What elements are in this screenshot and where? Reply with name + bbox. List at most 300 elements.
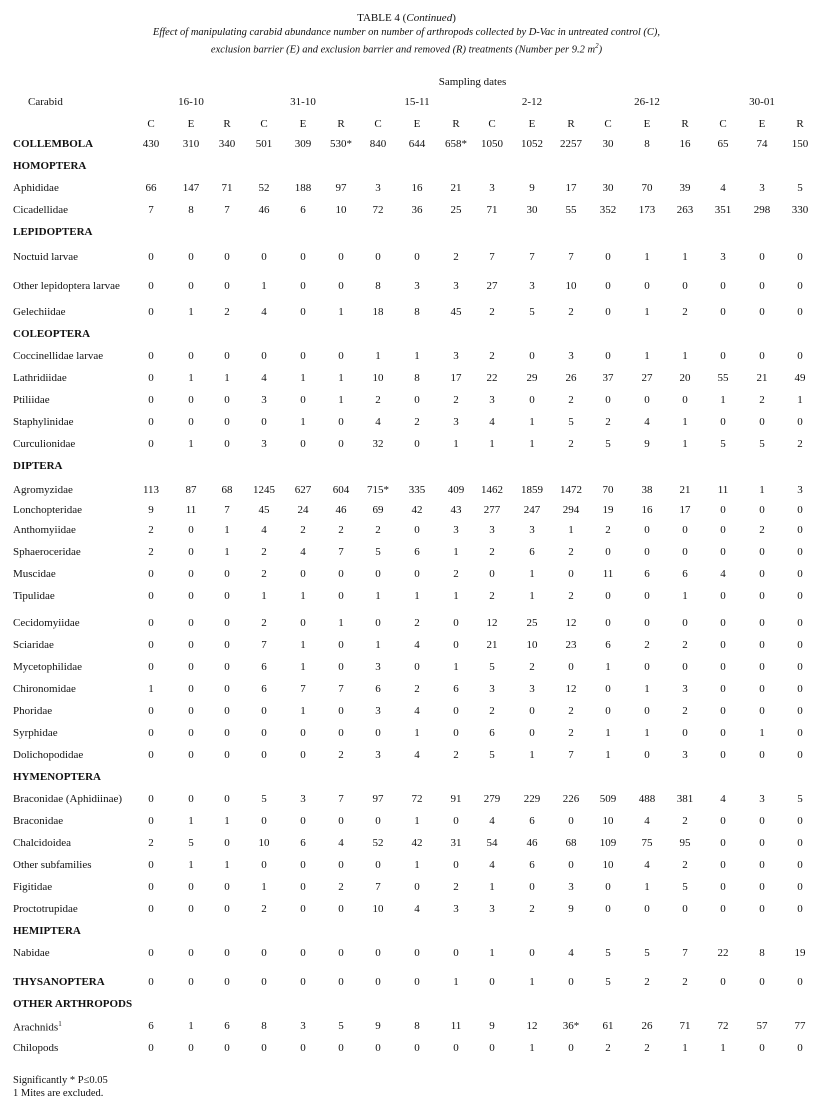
table-row [0,251,813,267]
section-heading: LEPIDOPTERA [13,226,93,238]
table-cell: 0 [797,280,803,292]
table-row [0,815,813,831]
table-cell: 1 [568,524,574,536]
table-cell: 352 [599,204,617,216]
table-cell: 0 [300,617,306,629]
table-cell: 1 [529,749,535,761]
table-cell: 0 [797,1042,803,1054]
table-title [0,11,813,25]
table-cell: 0 [300,881,306,893]
table-cell: 0 [797,350,803,362]
table-cell: 4 [489,416,495,428]
table-cell: 1 [188,815,194,827]
table-cell: 2 [338,881,344,893]
table-cell: 0 [682,394,688,406]
table-cell: 0 [644,280,650,292]
table-cell: 0 [224,881,230,893]
table-cell: 0 [188,280,194,292]
table-row [0,881,813,897]
table-cell: 658* [445,138,467,150]
table-cell: 72 [717,1020,729,1032]
table-cell: 0 [453,617,459,629]
table-cell: 26 [641,1020,653,1032]
table-cell: 1 [414,350,420,362]
table-cell: 2 [682,705,688,717]
table-row [0,546,813,562]
treatment-header: C [719,118,727,130]
table-cell: 1 [453,590,459,602]
table-cell: 0 [759,859,765,871]
table-cell: 0 [261,1042,267,1054]
table-cell: 501 [255,138,273,150]
table-cell: 0 [261,416,267,428]
table-cell: 109 [599,837,617,849]
table-cell: 5 [568,416,574,428]
table-cell: 0 [148,438,154,450]
table-cell: 2 [453,394,459,406]
table-cell: 27 [641,372,653,384]
table-cell: 0 [720,683,726,695]
table-cell: 2 [605,1042,611,1054]
table-cell: 2 [568,306,574,318]
table-cell: 3 [797,484,803,496]
table-cell: 3 [453,350,459,362]
table-cell: 1 [682,416,688,428]
table-cell: 0 [188,546,194,558]
table-cell: 1 [224,372,230,384]
table-cell: 0 [148,976,154,988]
table-cell: 4 [414,639,420,651]
table-cell: 2 [453,749,459,761]
table-cell: 8 [261,1020,267,1032]
table-cell: 2 [300,524,306,536]
row-label: COLLEMBOLA [13,138,94,150]
table-cell: 42 [411,504,423,516]
table-cell: 6 [529,546,535,558]
table-cell: 0 [453,859,459,871]
table-cell: 2 [605,416,611,428]
row-label: Braconidae [13,815,64,827]
table-cell: 1 [529,1042,535,1054]
table-cell: 0 [759,815,765,827]
table-cell: 46 [335,504,347,516]
table-cell: 0 [453,727,459,739]
table-cell: 0 [300,976,306,988]
table-cell: 97 [335,182,347,194]
table-cell: 0 [148,727,154,739]
table-cell: 49 [794,372,806,384]
caption-end: ) [598,44,603,55]
table-cell: 1 [338,394,344,406]
table-cell: 8 [375,280,381,292]
table-cell: 0 [261,251,267,263]
treatment-header: R [223,118,231,130]
table-cell: 0 [375,859,381,871]
sampling-dates-label: Sampling dates [438,76,507,88]
table-cell: 5 [338,1020,344,1032]
footnote-significance: Significantly * P≤0.05 [13,1075,108,1086]
table-row [0,1042,813,1058]
table-cell: 0 [148,793,154,805]
table-cell: 1 [300,590,306,602]
table-cell: 0 [300,727,306,739]
table-cell: 0 [759,568,765,580]
table-cell: 0 [188,793,194,805]
table-cell: 6 [148,1020,154,1032]
table-cell: 1 [720,394,726,406]
table-cell: 0 [148,568,154,580]
table-cell: 57 [756,1020,768,1032]
table-cell: 9 [148,504,154,516]
table-cell: 0 [148,705,154,717]
table-cell: 0 [797,639,803,651]
table-cell: 1 [188,306,194,318]
table-cell: 1 [453,976,459,988]
table-cell: 0 [797,815,803,827]
table-cell: 0 [148,251,154,263]
table-cell: 0 [568,568,574,580]
table-cell: 381 [676,793,694,805]
table-cell: 0 [568,1042,574,1054]
table-cell: 0 [489,1042,495,1054]
table-cell: 11 [450,1020,462,1032]
table-cell: 1 [682,1042,688,1054]
table-cell: 277 [483,504,501,516]
table-cell: 0 [605,280,611,292]
table-cell: 0 [644,546,650,558]
section-heading: HEMIPTERA [13,925,81,937]
table-cell: 68 [565,837,577,849]
table-cell: 5 [605,947,611,959]
table-cell: 71 [486,204,498,216]
table-cell: 65 [717,138,729,150]
treatment-header: E [758,118,766,130]
table-cell: 0 [759,881,765,893]
table-cell: 0 [300,815,306,827]
table-cell: 1 [261,280,267,292]
table-cell: 0 [224,661,230,673]
table-cell: 3 [568,350,574,362]
footnote-mites: 1 Mites are excluded. [13,1088,104,1099]
table-cell: 0 [529,705,535,717]
table-cell: 2 [414,617,420,629]
table-cell: 0 [797,837,803,849]
table-cell: 2 [489,546,495,558]
table-cell: 9 [375,1020,381,1032]
table-cell: 0 [188,947,194,959]
table-row [0,837,813,853]
table-cell: 0 [414,394,420,406]
table-cell: 6 [682,568,688,580]
section-heading: OTHER ARTHROPODS [13,998,133,1010]
table-cell: 5 [529,306,535,318]
table-cell: 2 [644,639,650,651]
table-cell: 2 [568,705,574,717]
table-cell: 32 [372,438,384,450]
table-cell: 0 [224,394,230,406]
table-cell: 3 [375,749,381,761]
table-cell: 0 [188,568,194,580]
table-cell: 1 [453,546,459,558]
table-cell: 7 [338,546,344,558]
table-cell: 9 [529,182,535,194]
table-cell: 1462 [481,484,503,496]
row-label: Mycetophilidae [13,661,83,673]
table-cell: 0 [797,251,803,263]
table-cell: 0 [682,280,688,292]
row-label: Syrphidae [13,727,58,739]
table-cell: 0 [605,617,611,629]
table-cell: 7 [568,749,574,761]
table-cell: 17 [450,372,462,384]
table-cell: 72 [411,793,423,805]
table-cell: 1 [529,438,535,450]
title-text: TABLE 4 ( [357,12,407,24]
table-cell: 0 [797,705,803,717]
table-cell: 52 [372,837,384,849]
table-cell: 1 [338,372,344,384]
table-cell: 0 [453,815,459,827]
table-cell: 1 [224,815,230,827]
table-cell: 12 [486,617,498,629]
table-cell: 22 [717,947,729,959]
table-cell: 0 [759,546,765,558]
table-cell: 0 [338,251,344,263]
table-cell: 3 [682,749,688,761]
table-cell: 0 [148,617,154,629]
table-cell: 97 [372,793,384,805]
table-cell: 25 [526,617,538,629]
table-cell: 4 [720,568,726,580]
table-cell: 0 [338,976,344,988]
row-label: Aphididae [13,182,59,194]
row-label: Anthomyiidae [13,524,76,536]
table-cell: 1 [605,727,611,739]
table-row [0,182,813,198]
table-cell: 0 [605,590,611,602]
table-cell: 10 [258,837,270,849]
table-cell: 0 [644,394,650,406]
table-cell: 0 [338,639,344,651]
table-caption [0,26,813,57]
row-label: THYSANOPTERA [13,976,105,988]
table-cell: 0 [224,280,230,292]
table-cell: 7 [529,251,535,263]
table-cell: 0 [375,251,381,263]
table-cell: 39 [679,182,691,194]
table-cell: 0 [188,976,194,988]
table-cell: 3 [375,182,381,194]
table-cell: 1 [300,372,306,384]
table-cell: 1 [605,749,611,761]
table-cell: 2 [568,727,574,739]
table-cell: 45 [450,306,462,318]
table-cell: 0 [224,617,230,629]
table-row [0,138,813,154]
table-cell: 5 [605,438,611,450]
table-cell: 0 [605,394,611,406]
table-row [0,504,813,520]
table-cell: 2 [489,705,495,717]
table-cell: 0 [759,504,765,516]
table-cell: 0 [338,727,344,739]
table-cell: 0 [224,903,230,915]
table-cell: 0 [148,749,154,761]
table-cell: 1 [682,350,688,362]
table-cell: 0 [797,727,803,739]
table-cell: 2 [261,546,267,558]
table-cell: 6 [453,683,459,695]
table-cell: 1 [529,976,535,988]
row-label: Cecidomyiidae [13,617,80,629]
table-cell: 8 [414,1020,420,1032]
table-cell: 22 [486,372,498,384]
table-cell: 16 [411,182,423,194]
table-cell: 1 [682,590,688,602]
table-cell: 1 [797,394,803,406]
table-cell: 0 [338,947,344,959]
table-cell: 0 [759,416,765,428]
row-label: Ptiliidae [13,394,50,406]
table-cell: 5 [759,438,765,450]
table-cell: 0 [338,903,344,915]
row-label: Noctuid larvae [13,251,79,263]
table-cell: 1 [188,438,194,450]
table-row [0,590,813,606]
table-cell: 0 [529,350,535,362]
table-cell: 840 [369,138,387,150]
table-row [0,903,813,919]
row-label: Gelechiidae [13,306,66,318]
table-cell: 0 [148,280,154,292]
date-header-31-10: 31-10 [290,96,316,108]
table-cell: 0 [529,727,535,739]
table-cell: 7 [338,793,344,805]
table-row [0,484,813,500]
table-cell: 2 [529,661,535,673]
table-cell: 3 [529,683,535,695]
table-cell: 0 [261,727,267,739]
table-cell: 0 [797,568,803,580]
table-cell: 1 [148,683,154,695]
table-cell: 0 [338,568,344,580]
table-cell: 0 [300,251,306,263]
table-cell: 2 [414,683,420,695]
table-cell: 150 [791,138,809,150]
table-cell: 263 [676,204,694,216]
table-cell: 4 [644,815,650,827]
row-label: Chironomidae [13,683,76,695]
table-cell: 3 [529,280,535,292]
table-cell: 55 [717,372,729,384]
table-cell: 1 [720,1042,726,1054]
table-cell: 0 [148,947,154,959]
table-cell: 8 [188,204,194,216]
row-label: Dolichopodidae [13,749,84,761]
table-cell: 0 [759,251,765,263]
table-cell: 0 [720,727,726,739]
row-label: Agromyzidae [13,484,73,496]
table-cell: 0 [300,859,306,871]
table-cell: 3 [759,182,765,194]
table-cell: 0 [261,350,267,362]
row-label: Other subfamilies [13,859,92,871]
table-cell: 95 [679,837,691,849]
sampling-dates-header [0,76,813,88]
table-cell: 173 [638,204,656,216]
table-cell: 16 [679,138,691,150]
table-cell: 0 [148,416,154,428]
table-cell: 4 [720,182,726,194]
table-row [0,204,813,220]
table-row [0,1020,813,1036]
row-label: Arachnids$^1$ [13,1020,62,1034]
table-cell: 0 [188,683,194,695]
table-cell: 4 [568,947,574,959]
table-cell: 0 [682,524,688,536]
table-cell: 0 [188,661,194,673]
table-cell: 25 [450,204,462,216]
table-cell: 5 [605,976,611,988]
table-cell: 77 [794,1020,806,1032]
table-cell: 1859 [521,484,543,496]
treatment-header: R [337,118,345,130]
table-cell: 2 [759,394,765,406]
date-header-30-01: 30-01 [749,96,775,108]
table-cell: 7 [568,251,574,263]
table-cell: 68 [221,484,233,496]
table-cell: 0 [261,859,267,871]
table-cell: 0 [224,639,230,651]
table-cell: 23 [565,639,577,651]
table-cell: 0 [148,881,154,893]
table-cell: 0 [644,903,650,915]
table-row [0,859,813,875]
table-cell: 0 [759,1042,765,1054]
table-cell: 4 [300,546,306,558]
table-cell: 627 [294,484,312,496]
table-cell: 0 [682,661,688,673]
table-cell: 1472 [560,484,582,496]
table-cell: 61 [602,1020,614,1032]
row-label: Figitidae [13,881,53,893]
treatment-header: C [604,118,612,130]
table-cell: 0 [375,617,381,629]
table-cell: 2 [453,568,459,580]
table-cell: 2 [148,546,154,558]
table-cell: 1 [375,590,381,602]
table-cell: 1052 [521,138,543,150]
table-cell: 0 [605,881,611,893]
table-cell: 0 [797,859,803,871]
table-cell: 1 [644,306,650,318]
table-cell: 4 [375,416,381,428]
table-cell: 0 [720,524,726,536]
table-cell: 0 [720,280,726,292]
table-cell: 604 [332,484,350,496]
table-cell: 2 [682,306,688,318]
table-cell: 0 [188,590,194,602]
table-cell: 309 [294,138,312,150]
table-cell: 0 [453,705,459,717]
table-cell: 0 [644,749,650,761]
table-cell: 3 [261,438,267,450]
table-cell: 1 [375,639,381,651]
table-cell: 4 [489,859,495,871]
table-cell: 30 [602,182,614,194]
table-cell: 5 [375,546,381,558]
table-cell: 2 [568,546,574,558]
